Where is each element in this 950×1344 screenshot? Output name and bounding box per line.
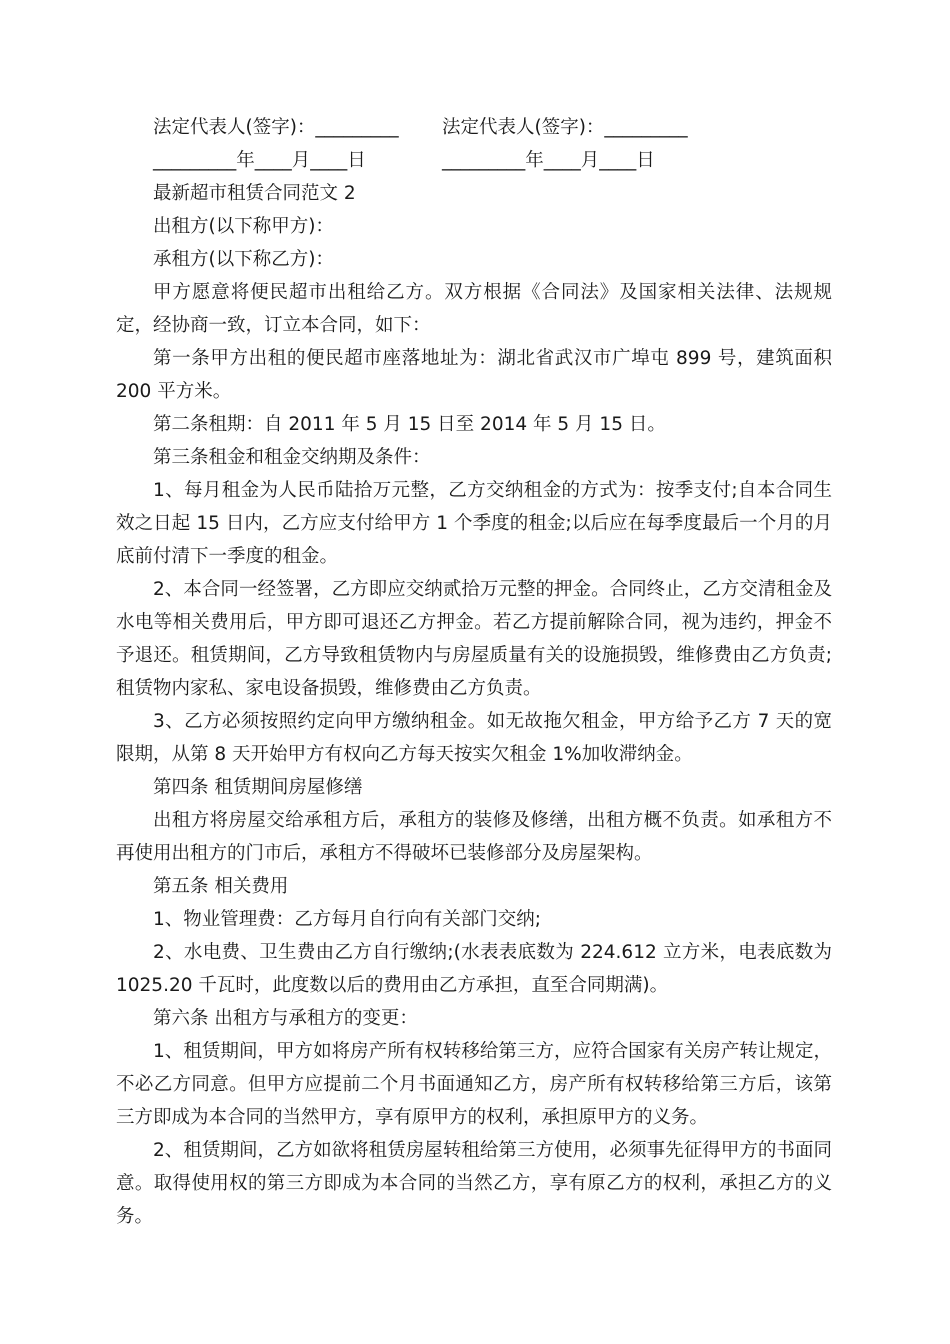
paragraph-article-3: 第三条租金和租金交纳期及条件： (153, 447, 431, 468)
paragraph-article-5: 第五条 相关费用 (153, 876, 289, 897)
document-body (116, 111, 832, 1233)
lessor-line: 出租方(以下称甲方)： (153, 216, 334, 237)
contract-heading: 最新超市租赁合同范文 2 (153, 183, 356, 204)
paragraph-article-3-item-3: 3、乙方必须按照约定向甲方缴纳租金。如无故拖欠租金，甲方给予乙方 7 天的宽限期，从第 8 天开始甲方有权向乙方每天按实欠租金 1%加收滞纳金。 (116, 711, 832, 765)
lessee-representative-signature: 法定代表人(签字)：_________ (442, 117, 688, 138)
paragraph-article-6-item-2: 2、租赁期间，乙方如欲将租赁房屋转租给第三方使用，必须事先征得甲方的书面同意。取得使用权的第三方即成为本合同的当然乙方，享有原乙方的权利，承担乙方的义务。 (116, 1140, 832, 1227)
paragraph-article-3-item-1: 1、每月租金为人民币陆拾万元整，乙方交纳租金的方式为：按季支付;自本合同生效之日起 15 日内，乙方应支付给甲方 1 个季度的租金;以后应在每季度最后一个月的月底前付清下一季度的租金。 (116, 480, 832, 567)
paragraph-article-6: 第六条 出租方与承租方的变更： (153, 1008, 418, 1029)
paragraph-article-4-body: 出租方将房屋交给承租方后，承租方的装修及修缮，出租方概不负责。如承租方不再使用出租方的门市后，承租方不得破坏已装修部分及房屋架构。 (116, 810, 832, 864)
lessee-sign-date: _________年____月____日 (442, 150, 655, 171)
paragraph-preamble: 甲方愿意将便民超市出租给乙方。双方根据《合同法》及国家相关法律、法规规定，经协商一致，订立本合同，如下： (116, 282, 832, 336)
date-row (116, 144, 832, 177)
paragraph-article-4: 第四条 租赁期间房屋修缮 (153, 777, 363, 798)
lessee-line: 承租方(以下称乙方)： (153, 249, 334, 270)
lessor-representative-signature: 法定代表人(签字)：_________ (153, 117, 399, 138)
lessor-sign-date: _________年____月____日 (153, 150, 366, 171)
paragraph-article-5-item-1: 1、物业管理费：乙方每月自行向有关部门交纳; (153, 909, 542, 930)
paragraph-article-5-item-2: 2、水电费、卫生费由乙方自行缴纳;(水表表底数为 224.612 立方米，电表底数为 1025.20 千瓦时，此度数以后的费用由乙方承担，直至合同期满)。 (116, 942, 832, 996)
signature-row (116, 111, 832, 144)
paragraph-article-6-item-1: 1、租赁期间，甲方如将房产所有权转移给第三方，应符合国家有关房产转让规定，不必乙方同意。但甲方应提前二个月书面通知乙方，房产所有权转移给第三方后，该第三方即成为本合同的当然甲方，享有原甲方的权利，承担原甲方的义务。 (116, 1041, 832, 1128)
paragraph-article-3-item-2: 2、本合同一经签署，乙方即应交纳贰拾万元整的押金。合同终止，乙方交清租金及水电等相关费用后，甲方即可退还乙方押金。若乙方提前解除合同，视为违约，押金不予退还。租赁期间，乙方导致租赁物内与房屋质量有关的设施损毁，维修费由乙方负责;租赁物内家私、家电设备损毁，维修费由乙方负责。 (116, 579, 832, 699)
paragraph-article-2: 第二条租期：自 2011 年 5 月 15 日至 2014 年 5 月 15 日。 (153, 414, 666, 435)
paragraph-article-1: 第一条甲方出租的便民超市座落地址为：湖北省武汉市广埠屯 899 号，建筑面积 200 平方米。 (116, 348, 832, 402)
